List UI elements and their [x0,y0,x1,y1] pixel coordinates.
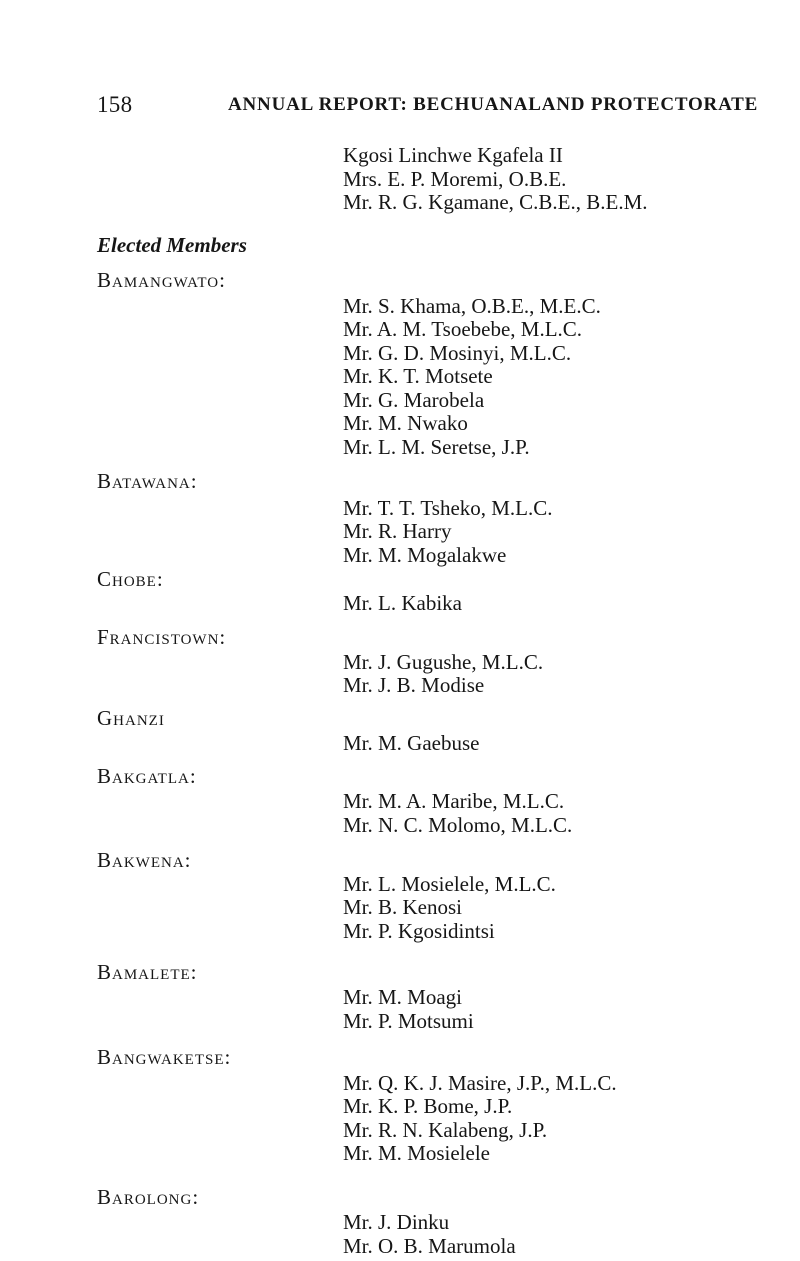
member-name: Mr. Q. K. J. Masire, J.P., M.L.C. [343,1071,617,1095]
member-name: Mr. J. Dinku [343,1210,450,1234]
member-name: Mr. O. B. Marumola [343,1234,516,1258]
member-name: Mr. L. M. Seretse, J.P. [343,435,530,459]
constituency-heading: Francistown: [97,625,227,649]
member-name: Mr. K. T. Motsete [343,364,493,388]
member-name: Mr. R. N. Kalabeng, J.P. [343,1118,548,1142]
member-name: Mr. S. Khama, O.B.E., M.E.C. [343,294,601,318]
constituency-heading: Bamalete: [97,960,198,984]
member-name: Mr. M. Moagi [343,985,463,1009]
member-name: Mr. M. Mosielele [343,1141,490,1165]
member-name: Mr. M. A. Maribe, M.L.C. [343,789,565,813]
member-name: Mr. J. B. Modise [343,673,485,697]
member-name: Mr. G. Marobela [343,388,485,412]
page-number: 158 [97,92,133,117]
member-name: Mr. P. Motsumi [343,1009,474,1033]
running-title: ANNUAL REPORT: BECHUANALAND PROTECTORATE [228,94,759,115]
member-name: Mr. R. Harry [343,519,452,543]
constituency-heading: Barolong: [97,1185,200,1209]
constituency-heading: Batawana: [97,469,198,493]
member-name: Mr. A. M. Tsoebebe, M.L.C. [343,317,583,341]
member-name: Kgosi Linchwe Kgafela II [343,143,563,167]
member-name: Mr. B. Kenosi [343,895,463,919]
constituency-heading: Bangwaketse: [97,1045,232,1069]
constituency-heading: Ghanzi [97,706,165,730]
member-name: Mr. T. T. Tsheko, M.L.C. [343,496,553,520]
member-name: Mr. L. Kabika [343,591,462,615]
constituency-heading: Bakwena: [97,848,192,872]
member-name: Mr. G. D. Mosinyi, M.L.C. [343,341,572,365]
member-name: Mr. M. Nwako [343,411,468,435]
member-name: Mr. P. Kgosidintsi [343,919,495,943]
constituency-heading: Chobe: [97,567,164,591]
constituency-heading: Bakgatla: [97,764,197,788]
member-name: Mr. L. Mosielele, M.L.C. [343,872,556,896]
member-name: Mr. J. Gugushe, M.L.C. [343,650,544,674]
member-name: Mr. M. Gaebuse [343,731,480,755]
elected-members-heading: Elected Members [97,233,247,257]
member-name: Mr. N. C. Molomo, M.L.C. [343,813,573,837]
member-name: Mr. K. P. Bome, J.P. [343,1094,513,1118]
member-name: Mr. M. Mogalakwe [343,543,507,567]
member-name: Mrs. E. P. Moremi, O.B.E. [343,167,567,191]
constituency-heading: Bamangwato: [97,268,226,292]
member-name: Mr. R. G. Kgamane, C.B.E., B.E.M. [343,190,648,214]
